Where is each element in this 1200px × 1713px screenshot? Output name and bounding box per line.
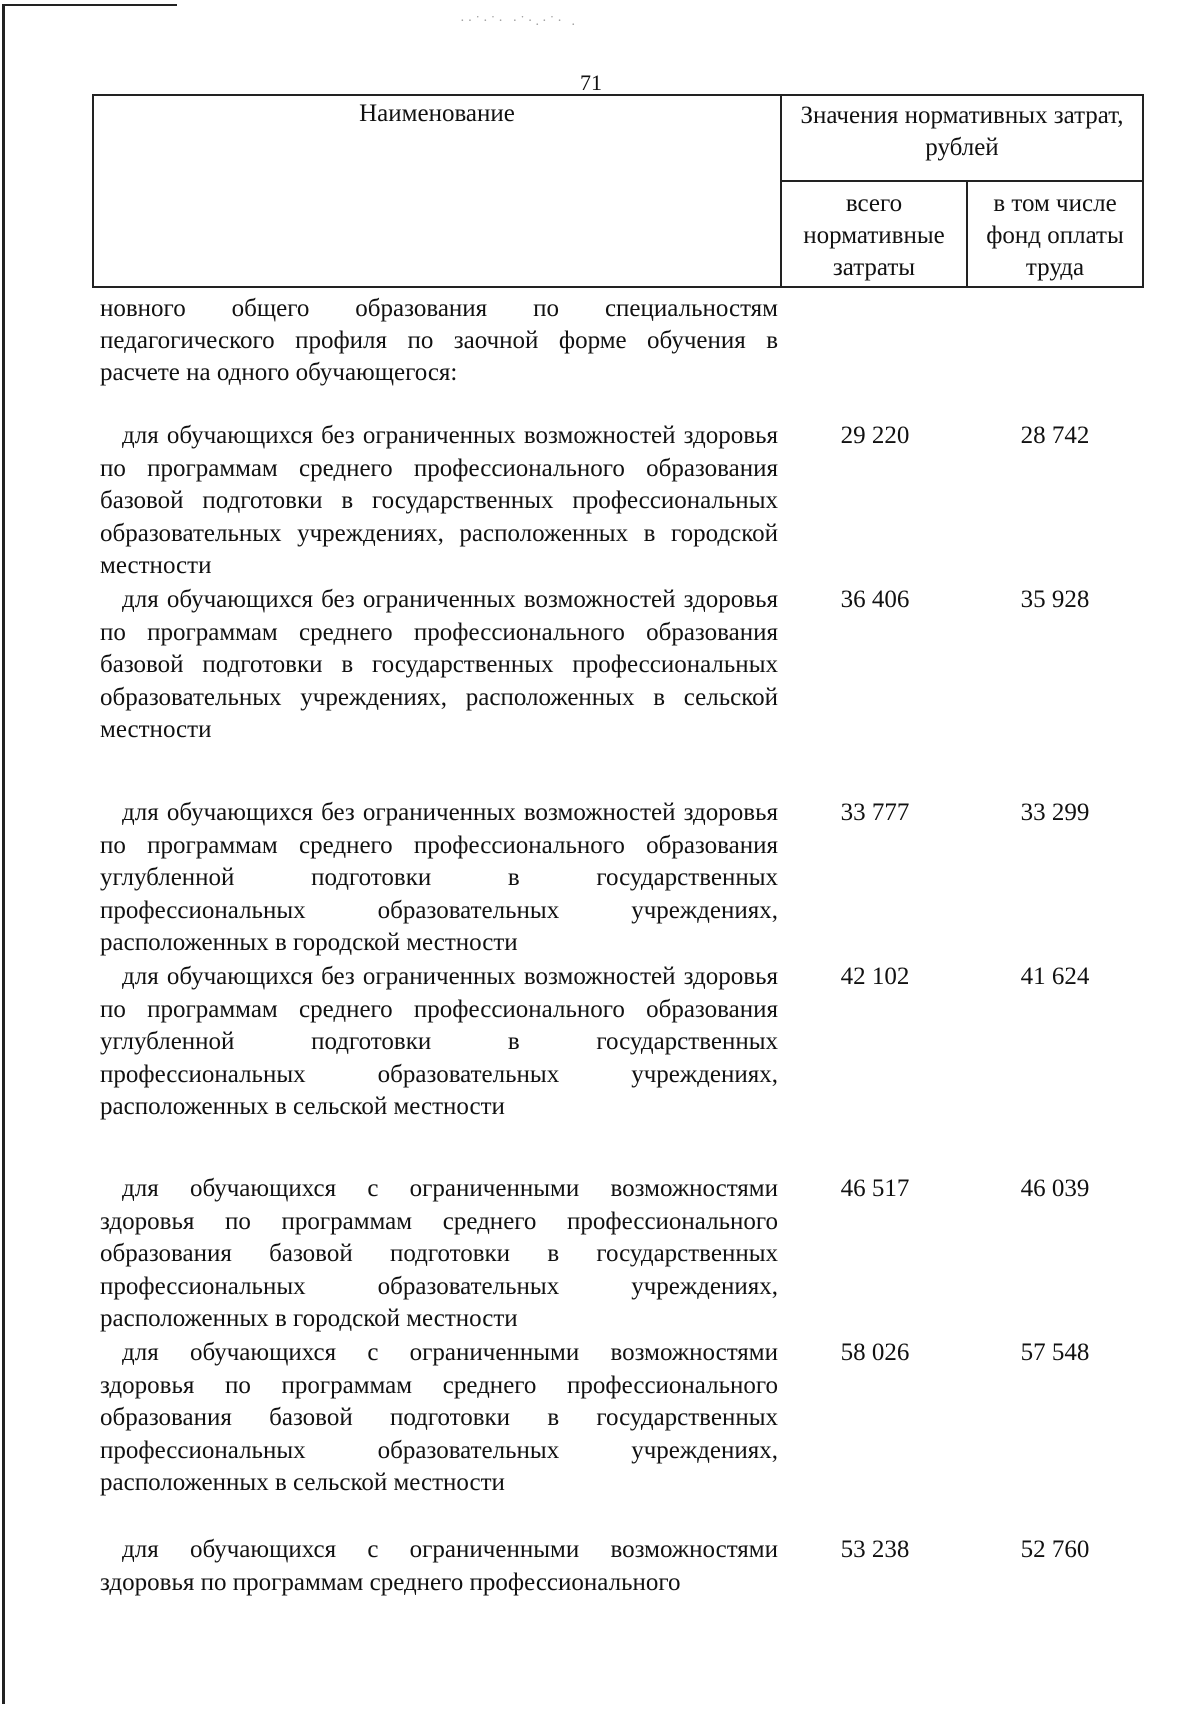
header-name: Наименование xyxy=(93,95,781,287)
row-total: 33 777 xyxy=(840,799,910,826)
row-wage-fund: 57 548 xyxy=(1020,1339,1090,1366)
row-wage-fund: 28 742 xyxy=(1020,422,1090,449)
scan-edge-top xyxy=(2,4,177,6)
intro-text: новного общего образования по специальностям педагогического профиля по заочной форме обучения в расчете на одного обучающегося: xyxy=(100,295,778,386)
row-total: 36 406 xyxy=(840,586,910,613)
page-number: 71 xyxy=(580,70,602,95)
row-total: 53 238 xyxy=(840,1536,910,1563)
row-description: для обучающихся без ограниченных возможностей здоровья по программам среднего профессионального образования базовой подготовки в государственных профессиональных образовательных учреждениях, расположенных в городской местности xyxy=(100,422,778,580)
row-description: для обучающихся без ограниченных возможностей здоровья по программам среднего профессионального образования углубленной подготовки в государственных профессиональных образовательных учреждениях, расположенных в городской местности xyxy=(100,799,778,957)
table-header xyxy=(92,94,1144,288)
scan-edge xyxy=(2,4,5,1704)
row-description: для обучающихся с ограниченными возможностями здоровья по программам среднего профессионального образования базовой подготовки в государственных профессиональных образовательных учреждениях, расположенных в городской местности xyxy=(100,1175,778,1333)
header-wage-fund: в том числе фонд оплаты труда xyxy=(967,181,1143,287)
row-description: для обучающихся без ограниченных возможностей здоровья по программам среднего профессионального образования углубленной подготовки в государственных профессиональных образовательных учреждениях, расположенных в сельской местности xyxy=(100,963,778,1121)
row-description: для обучающихся с ограниченными возможностями здоровья по программам среднего профессионального образования базовой подготовки в государственных профессиональных образовательных учреждениях, расположенных в сельской местности xyxy=(100,1339,778,1497)
header-values-group: Значения нормативных затрат, рублей xyxy=(781,95,1143,181)
header-total-costs: всего нормативные затраты xyxy=(781,181,967,287)
row-wage-fund: 46 039 xyxy=(1020,1175,1090,1202)
row-wage-fund: 52 760 xyxy=(1020,1536,1090,1563)
row-total: 42 102 xyxy=(840,963,910,990)
row-total: 58 026 xyxy=(840,1339,910,1366)
row-total: 29 220 xyxy=(840,422,910,449)
row-wage-fund: 35 928 xyxy=(1020,586,1090,613)
row-description: для обучающихся без ограниченных возможностей здоровья по программам среднего профессионального образования базовой подготовки в государственных профессиональных образовательных учреждениях, расположенных в сельской местности xyxy=(100,586,778,744)
scan-smudge: ··˙·˙· ·˙·.·˙· . xyxy=(460,14,578,29)
row-description: для обучающихся с ограниченными возможностями здоровья по программам среднего профессионального xyxy=(100,1536,778,1596)
row-wage-fund: 41 624 xyxy=(1020,963,1090,990)
row-wage-fund: 33 299 xyxy=(1020,799,1090,826)
row-total: 46 517 xyxy=(840,1175,910,1202)
